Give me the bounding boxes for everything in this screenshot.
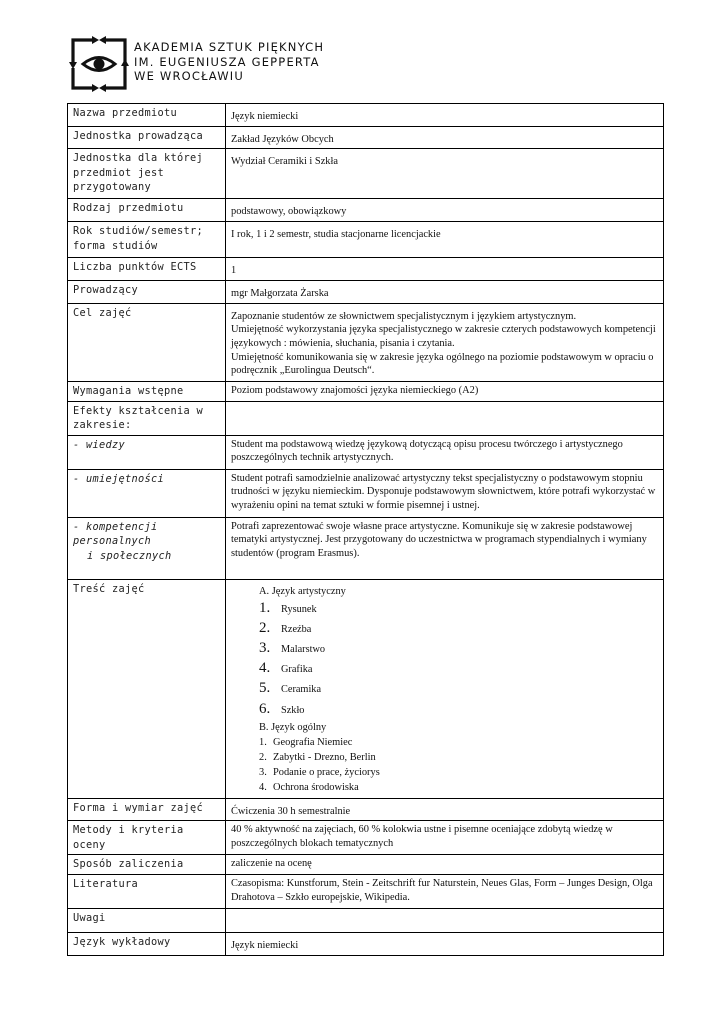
tresc-section-a: A. Język artystyczny — [259, 585, 346, 597]
value-uwagi — [226, 909, 664, 933]
list-a-item — [259, 619, 658, 639]
row-jednostka-dla — [68, 149, 664, 199]
label-wymagania: Wymagania wstępne — [68, 381, 226, 401]
list-a-item-text: Ceramika — [281, 684, 322, 696]
list-b-item-text: Podanie o prace, życiorys — [273, 767, 380, 779]
value-rok: I rok, 1 i 2 semestr, studia stacjonarne licencjackie — [226, 222, 664, 258]
cel-paragraph-1: Zapoznanie studentów ze słownictwem specjalistycznym i językiem artystycznym. — [231, 310, 577, 322]
label-literatura: Literatura — [68, 875, 226, 909]
label-tresc: Treść zajęć — [68, 579, 226, 798]
row-umiejetnosci — [68, 469, 664, 517]
value-cel — [226, 303, 664, 381]
value-efekty — [226, 401, 664, 435]
label-metody: Metody i kryteria oceny — [68, 821, 226, 855]
value-wiedzy: Student ma podstawową wiedzę językową dotyczącą opisu procesu twórczego i artystycznego poszczególnych technik artystycznych. — [226, 435, 664, 469]
label-ects: Liczba punktów ECTS — [68, 258, 226, 281]
academy-name-line3: WE WROCŁAWIU — [134, 69, 245, 83]
list-b-item-number: 4. — [259, 782, 267, 794]
label-kompetencje-2: personalnych — [73, 535, 151, 548]
value-umiejetnosci: Student potrafi samodzielnie analizować artystyczny tekst specjalistyczny o podstawowym stopniu trudności w języku niemieckim. Dysponuje podstawowym słownictwem, które potrafi wykorzystać w wyrażeniu opini na temat sztuki w formie pisemnej i ustnej. — [226, 469, 664, 517]
list-b-item-number: 3. — [259, 767, 267, 779]
row-efekty — [68, 401, 664, 435]
value-metody: 40 % aktywność na zajęciach, 60 % kolokwia ustne i pisemne oceniające zdobytą wiedzę w poszczególnych blokach tematycznych — [226, 821, 664, 855]
row-literatura — [68, 875, 664, 909]
list-a-item — [259, 599, 658, 619]
list-a-item-text: Rzeźba — [281, 623, 312, 635]
label-kompetencje-1: - kompetencji — [73, 520, 158, 533]
row-kompetencje — [68, 517, 664, 579]
row-forma — [68, 798, 664, 821]
value-nazwa: Język niemiecki — [226, 104, 664, 127]
academy-name-line1: AKADEMIA SZTUK PIĘKNYCH — [134, 40, 325, 54]
label-kompetencje-3: i społecznych — [87, 549, 172, 562]
row-prowadzacy — [68, 280, 664, 303]
label-sposob: Sposób zaliczenia — [68, 855, 226, 875]
label-kompetencje — [68, 517, 226, 579]
label-jednostka: Jednostka prowadząca — [68, 126, 226, 149]
row-wiedzy — [68, 435, 664, 469]
tresc-list-b — [231, 735, 658, 796]
value-ects: 1 — [226, 258, 664, 281]
row-uwagi — [68, 909, 664, 933]
label-uwagi: Uwagi — [68, 909, 226, 933]
list-a-item-number: 1. — [259, 599, 271, 616]
tresc-list-a — [231, 599, 658, 720]
list-b-item-text: Zabytki - Drezno, Berlin — [273, 751, 376, 763]
list-a-item — [259, 659, 658, 679]
list-a-item — [259, 679, 658, 699]
value-rodzaj: podstawowy, obowiązkowy — [226, 199, 664, 222]
row-jednostka — [68, 126, 664, 149]
label-prowadzacy: Prowadzący — [68, 280, 226, 303]
value-jezyk: Język niemiecki — [226, 933, 664, 956]
list-a-item-number: 5. — [259, 680, 271, 697]
list-a-item-text: Grafika — [281, 664, 313, 676]
syllabus-table — [67, 103, 664, 956]
row-sposob — [68, 855, 664, 875]
value-forma: Ćwiczenia 30 h semestralnie — [226, 798, 664, 821]
list-b-item — [259, 780, 658, 795]
list-a-item-text: Szkło — [281, 704, 305, 716]
label-jezyk: Język wykładowy — [68, 933, 226, 956]
tresc-section-b: B. Język ogólny — [259, 721, 327, 733]
cel-paragraph-3: Umiejętność komunikowania się w zakresie języka ogólnego na poziomie podstawowym w opraciu o podręcznik „Eurolingua Deutsch“. — [231, 351, 654, 377]
value-jednostka-dla: Wydział Ceramiki i Szkła — [226, 149, 664, 199]
row-rodzaj — [68, 199, 664, 222]
list-b-item — [259, 765, 658, 780]
value-tresc — [226, 579, 664, 798]
label-cel: Cel zajęć — [68, 303, 226, 381]
academy-name — [134, 40, 324, 84]
label-forma: Forma i wymiar zajęć — [68, 798, 226, 821]
list-a-item — [259, 639, 658, 659]
list-a-item-number: 3. — [259, 639, 271, 656]
label-wiedzy: - wiedzy — [68, 435, 226, 469]
list-a-item-text: Malarstwo — [281, 643, 326, 655]
list-b-item — [259, 735, 658, 750]
academy-eye-arrows-logo — [68, 36, 130, 92]
list-b-item — [259, 750, 658, 765]
list-a-item-number: 4. — [259, 660, 271, 677]
list-a-item-number: 2. — [259, 619, 271, 636]
list-b-item-text: Ochrona środowiska — [273, 782, 359, 794]
value-kompetencje: Potrafi zaprezentować swoje własne prace artystyczne. Komunikuje się w zakresie podstawowej tematyki artystycznej. Jest przygotowany do uczestnictwa w programach stypendialnych i wymiany studentów (program Erasmus). — [226, 517, 664, 579]
list-a-item — [259, 700, 658, 720]
label-rok: Rok studiów/semestr; forma studiów — [68, 222, 226, 258]
label-efekty: Efekty kształcenia w zakresie: — [68, 401, 226, 435]
row-rok — [68, 222, 664, 258]
row-jezyk — [68, 933, 664, 956]
value-wymagania: Poziom podstawowy znajomości języka niemieckiego (A2) — [226, 381, 664, 401]
value-literatura: Czasopisma: Kunstforum, Stein - Zeitschrift fur Naturstein, Neues Glas, Form – Junges Design, Olga Drahotova – Szkło europejskie, Wikipedia. — [226, 875, 664, 909]
value-sposob: zaliczenie na ocenę — [226, 855, 664, 875]
row-cel — [68, 303, 664, 381]
row-nazwa — [68, 104, 664, 127]
cel-paragraph-2: Umiejętność wykorzystania języka specjalistycznego w zakresie czterych podstawowych kompetencji językowych : mówienia, słuchania, pisania i czytania. — [231, 324, 656, 349]
list-b-item-number: 1. — [259, 736, 267, 748]
list-a-item-text: Rysunek — [281, 603, 317, 615]
row-wymagania — [68, 381, 664, 401]
label-nazwa: Nazwa przedmiotu — [68, 104, 226, 127]
value-prowadzacy: mgr Małgorzata Żarska — [226, 280, 664, 303]
value-jednostka: Zakład Języków Obcych — [226, 126, 664, 149]
label-rodzaj: Rodzaj przedmiotu — [68, 199, 226, 222]
row-ects — [68, 258, 664, 281]
row-tresc — [68, 579, 664, 798]
list-b-item-text: Geografia Niemiec — [273, 736, 353, 748]
list-a-item-number: 6. — [259, 700, 271, 717]
label-jednostka-dla: Jednostka dla której przedmiot jest przygotowany — [68, 149, 226, 199]
academy-name-line2: IM. EUGENIUSZA GEPPERTA — [134, 54, 320, 69]
label-umiejetnosci: - umiejętności — [68, 469, 226, 517]
list-b-item-number: 2. — [259, 751, 267, 763]
row-metody — [68, 821, 664, 855]
